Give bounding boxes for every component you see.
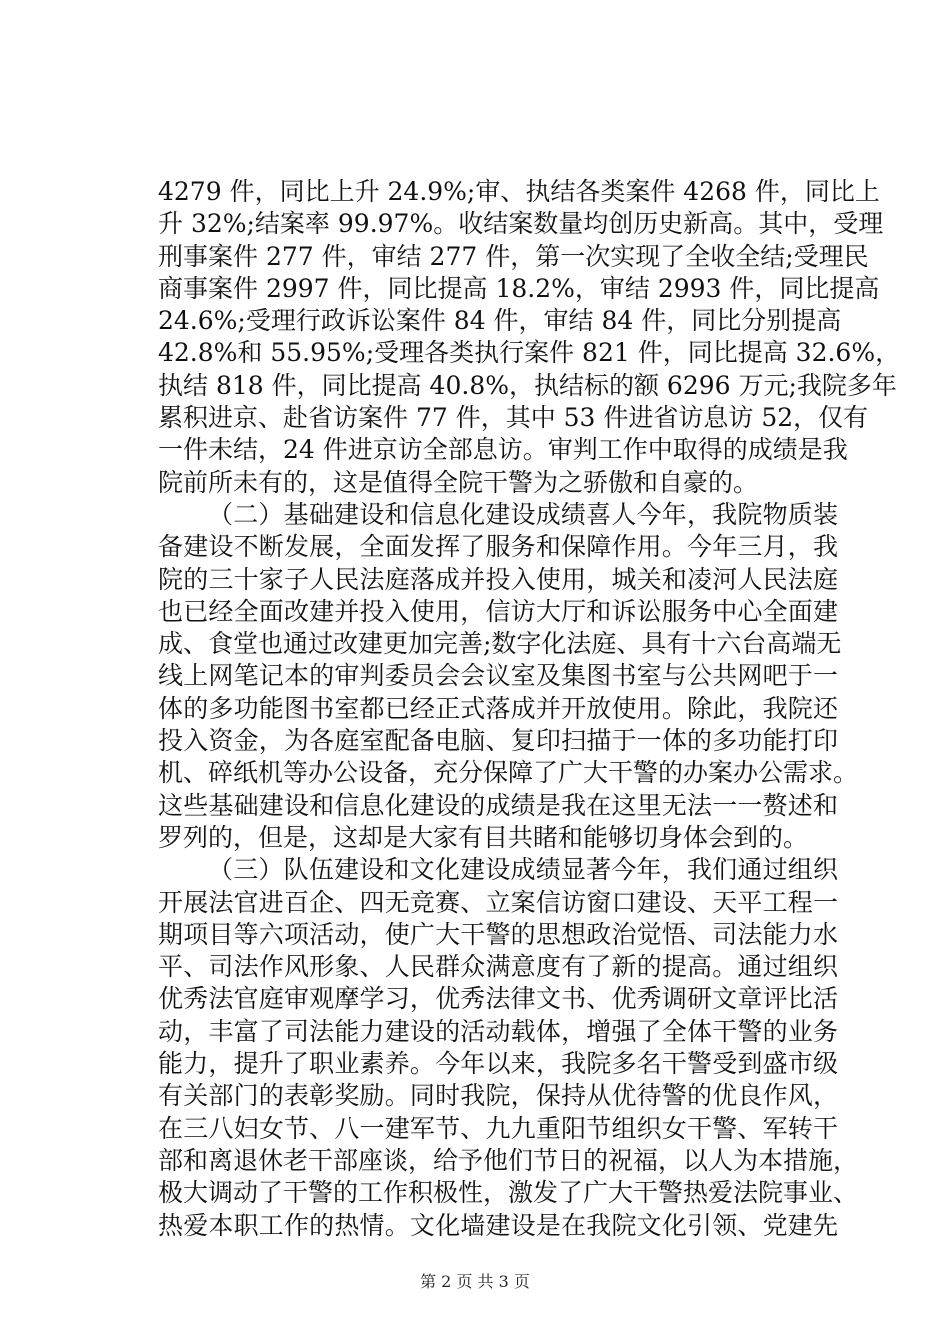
text-line: 备建设不断发展，全面发挥了服务和保障作用。今年三月，我 bbox=[158, 532, 838, 562]
text-line: 期项目等六项活动，使广大干警的思想政治觉悟、司法能力水 bbox=[158, 919, 838, 949]
text-line: 这些基础建设和信息化建设的成绩是我在这里无法一一赘述和 bbox=[158, 790, 838, 820]
text-line: 42.8%和 55.95%;受理各类执行案件 821 件，同比提高 32.6%， bbox=[158, 338, 901, 368]
text-line: 体的多功能图书室都已经正式落成并开放使用。除此，我院还 bbox=[158, 693, 838, 723]
text-line: 院前所未有的，这是值得全院干警为之骄傲和自豪的。 bbox=[158, 467, 759, 497]
text-line: 部和离退休老干部座谈，给予他们节日的祝福，以人为本措施， bbox=[158, 1145, 859, 1175]
text-line: 动，丰富了司法能力建设的活动载体，增强了全体干警的业务 bbox=[158, 1016, 838, 1046]
text-line: 优秀法官庭审观摩学习，优秀法律文书、优秀调研文章评比活 bbox=[158, 984, 838, 1014]
text-line: 能力，提升了职业素养。今年以来，我院多名干警受到盛市级 bbox=[158, 1049, 838, 1079]
text-line: 也已经全面改建并投入使用，信访大厅和诉讼服务中心全面建 bbox=[158, 596, 838, 626]
text-line: 罗列的，但是，这却是大家有目共睹和能够切身体会到的。 bbox=[158, 822, 809, 852]
section-heading-line: （二）基础建设和信息化建设成绩喜人今年，我院物质装 bbox=[208, 499, 838, 529]
text-line: 线上网笔记本的审判委员会会议室及集图书室与公共网吧于一 bbox=[158, 661, 838, 691]
text-line: 升 32%;结案率 99.97%。收结案数量均创历史新高。其中，受理 bbox=[158, 209, 884, 239]
body-text bbox=[158, 176, 901, 1242]
text-line: 24.6%;受理行政诉讼案件 84 件，审结 84 件，同比分别提高 bbox=[158, 306, 842, 336]
text-line: 有关部门的表彰奖励。同时我院，保持从优待警的优良作风， bbox=[158, 1081, 838, 1111]
section-heading-line: （三）队伍建设和文化建设成绩显著今年，我们通过组织 bbox=[208, 855, 838, 885]
text-line: 极大调动了干警的工作积极性，激发了广大干警热爱法院事业、 bbox=[158, 1178, 859, 1208]
text-line: 院的三十家子人民法庭落成并投入使用，城关和凌河人民法庭 bbox=[158, 564, 838, 594]
text-line: 商事案件 2997 件，同比提高 18.2%，审结 2993 件，同比提高 bbox=[158, 273, 880, 303]
text-line: 热爱本职工作的热情。文化墙建设是在我院文化引领、党建先 bbox=[158, 1210, 838, 1240]
text-line: 累积进京、赴省访案件 77 件，其中 53 件进省访息访 52，仅有 bbox=[158, 403, 869, 433]
text-line: 投入资金，为各庭室配备电脑、复印扫描于一体的多功能打印 bbox=[158, 726, 838, 756]
text-line: 一件未结，24 件进京访全部息访。审判工作中取得的成绩是我 bbox=[158, 435, 848, 465]
text-line: 在三八妇女节、八一建军节、九九重阳节组织女干警、军转干 bbox=[158, 1113, 838, 1143]
text-line: 刑事案件 277 件，审结 277 件，第一次实现了全收全结;受理民 bbox=[158, 241, 869, 271]
text-line: 平、司法作风形象、人民群众满意度有了新的提高。通过组织 bbox=[158, 952, 838, 982]
page-number-footer: 第 2 页 共 3 页 bbox=[420, 1272, 530, 1291]
text-line: 开展法官进百企、四无竞赛、立案信访窗口建设、天平工程一 bbox=[158, 887, 838, 917]
text-line: 执结 818 件，同比提高 40.8%，执结标的额 6296 万元;我院多年 bbox=[158, 370, 897, 400]
text-line: 4279 件，同比上升 24.9%;审、执结各类案件 4268 件，同比上 bbox=[158, 177, 880, 206]
text-line: 成、食堂也通过改建更加完善;数字化法庭、具有十六台高端无 bbox=[158, 629, 842, 659]
text-line: 机、碎纸机等办公设备，充分保障了广大干警的办案办公需求。 bbox=[158, 758, 859, 788]
